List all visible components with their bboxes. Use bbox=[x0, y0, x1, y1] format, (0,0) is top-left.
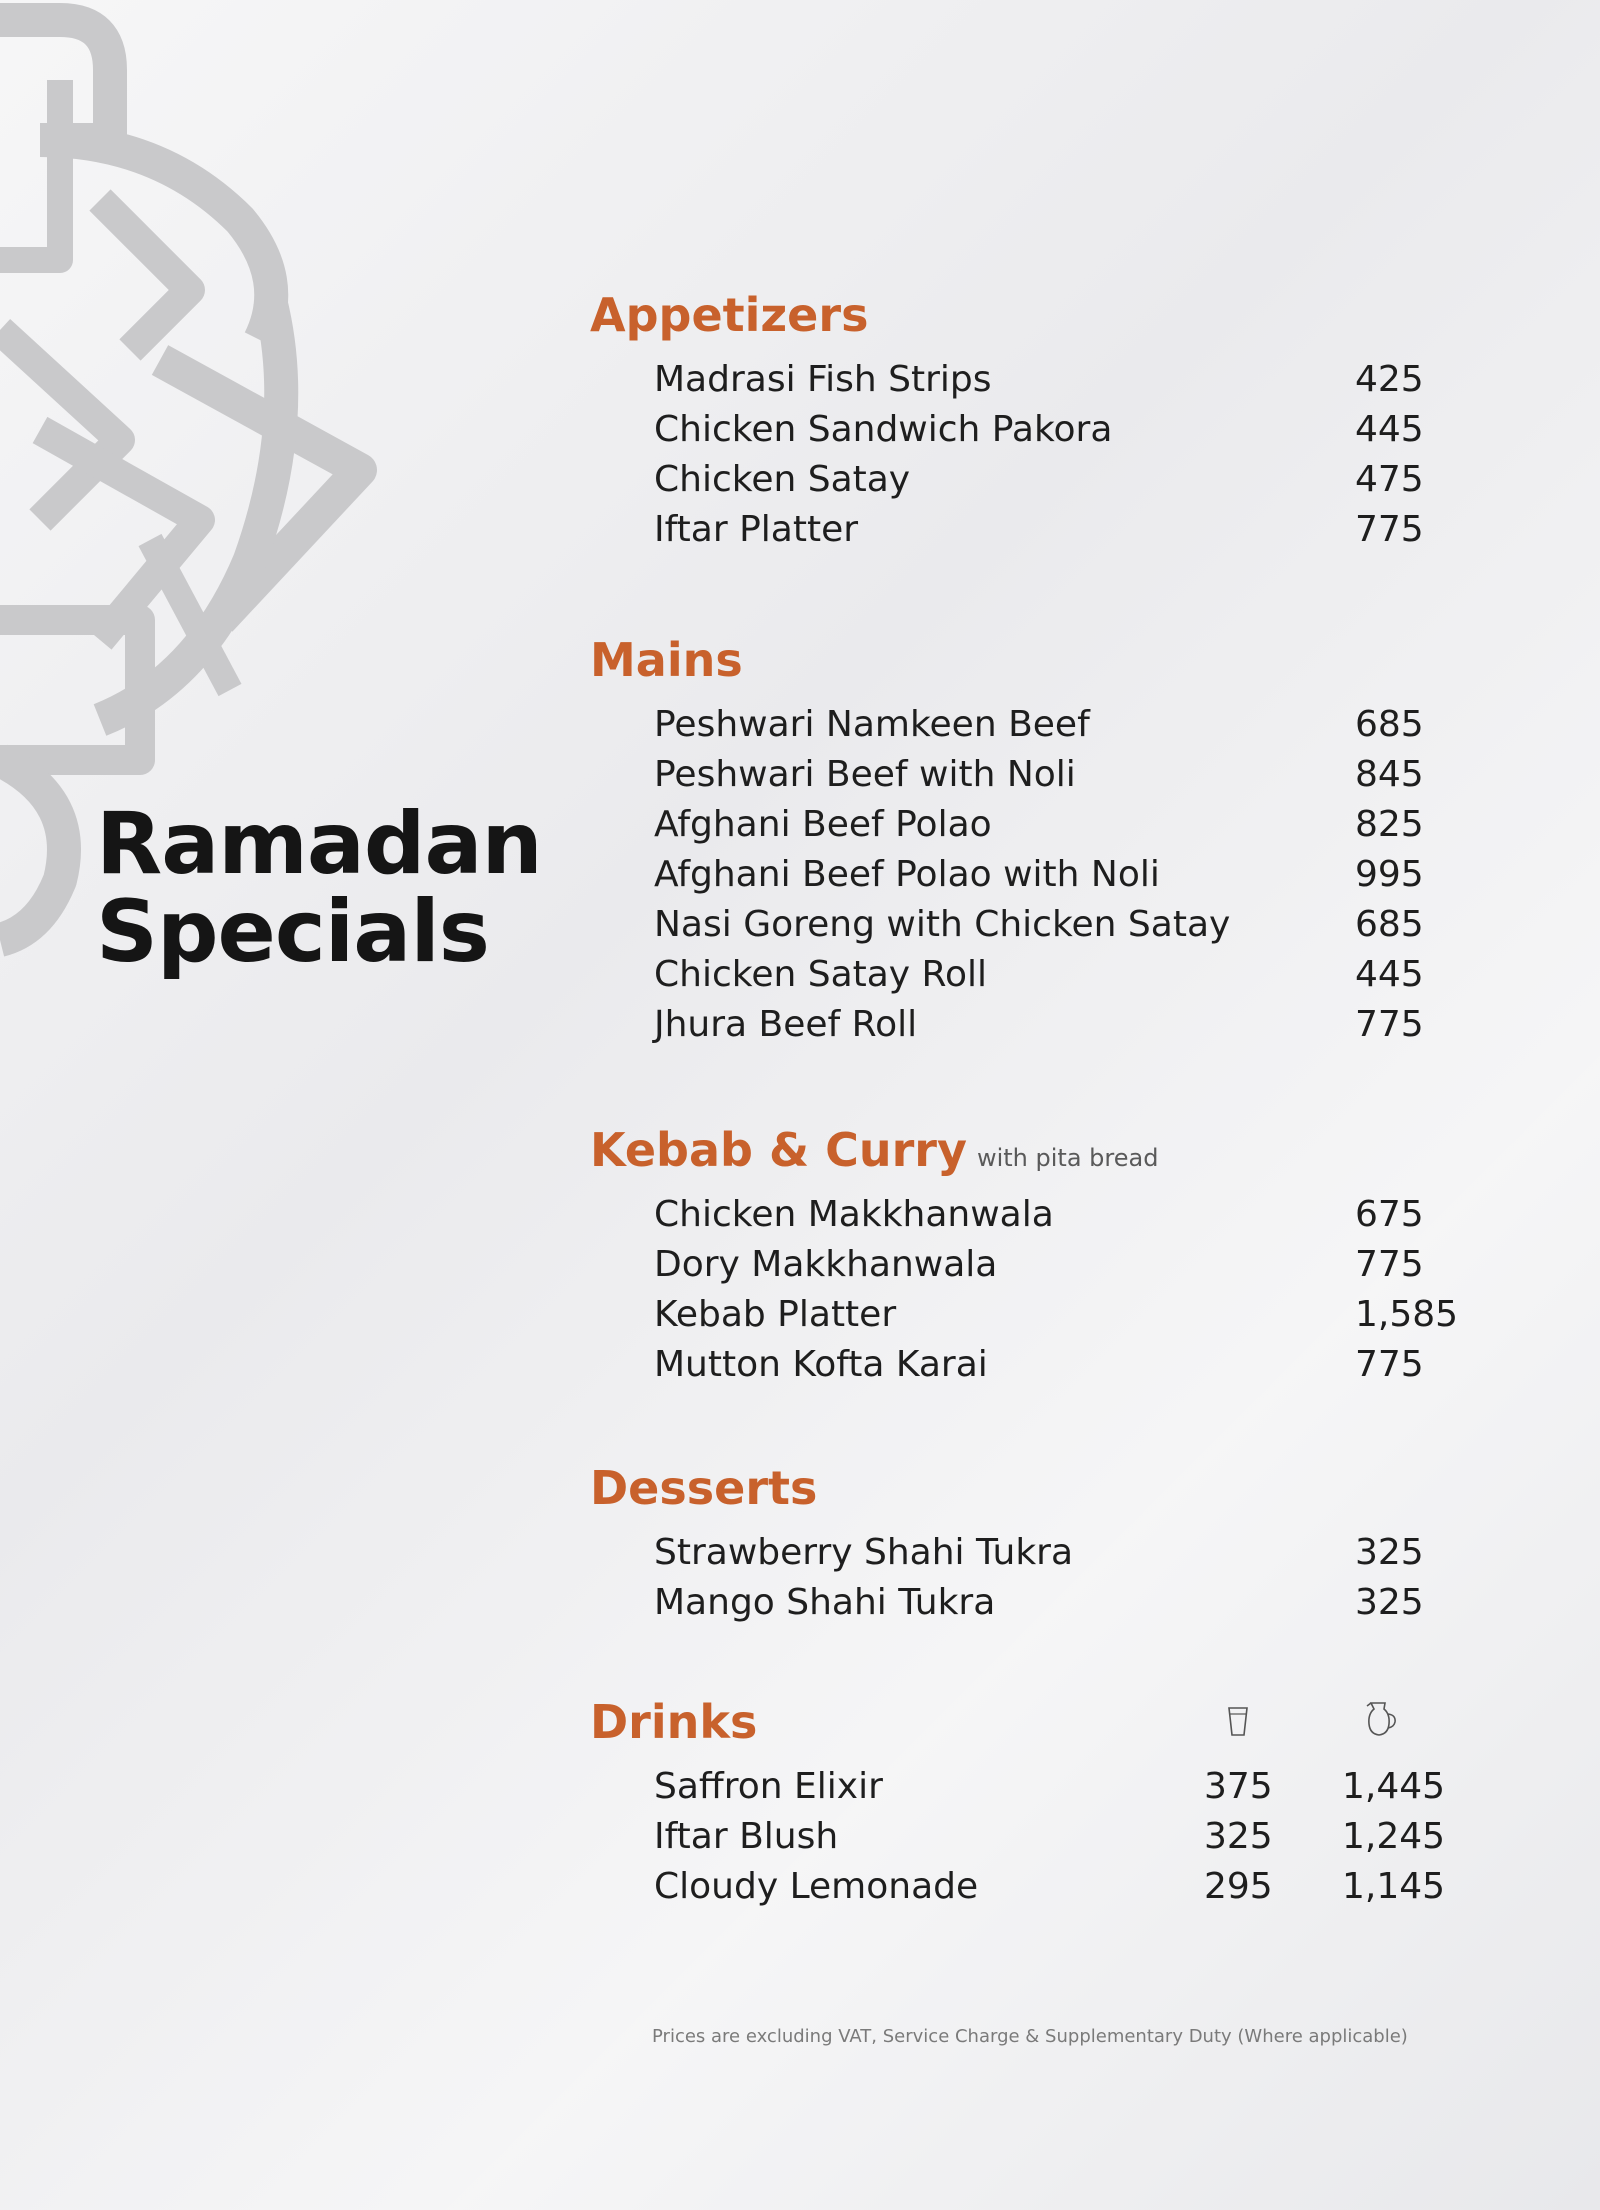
section-heading: Appetizers bbox=[590, 288, 869, 342]
item-name: Nasi Goreng with Chicken Satay bbox=[654, 904, 1231, 945]
item-price-jug: 1,445 bbox=[1342, 1766, 1446, 1807]
item-price-glass: 295 bbox=[1204, 1866, 1273, 1907]
menu-item bbox=[590, 355, 1490, 405]
section-drinks bbox=[590, 1694, 1490, 1912]
item-name: Afghani Beef Polao bbox=[654, 804, 992, 845]
item-name: Dory Makkhanwala bbox=[654, 1244, 998, 1285]
menu-item bbox=[590, 1812, 1490, 1862]
section-mains bbox=[590, 632, 1490, 1050]
menu-item bbox=[590, 1862, 1490, 1912]
menu-item bbox=[590, 850, 1490, 900]
menu-item bbox=[590, 455, 1490, 505]
item-price: 325 bbox=[1355, 1532, 1424, 1573]
item-name: Cloudy Lemonade bbox=[654, 1866, 979, 1907]
item-name: Iftar Blush bbox=[654, 1816, 839, 1857]
menu-item bbox=[590, 950, 1490, 1000]
menu-item bbox=[590, 1000, 1490, 1050]
item-price: 775 bbox=[1355, 509, 1424, 550]
item-price-jug: 1,145 bbox=[1342, 1866, 1446, 1907]
item-price: 825 bbox=[1355, 804, 1424, 845]
menu-item bbox=[590, 1190, 1490, 1240]
section-heading: Mains bbox=[590, 633, 743, 687]
item-price: 1,585 bbox=[1355, 1294, 1459, 1335]
item-price: 995 bbox=[1355, 854, 1424, 895]
item-price-glass: 375 bbox=[1204, 1766, 1273, 1807]
item-price: 475 bbox=[1355, 459, 1424, 500]
item-name: Madrasi Fish Strips bbox=[654, 359, 992, 400]
item-name: Jhura Beef Roll bbox=[654, 1004, 918, 1045]
menu-item bbox=[590, 505, 1490, 555]
section-note: with pita bread bbox=[976, 1144, 1159, 1172]
glass-icon bbox=[1226, 1704, 1250, 1738]
item-name: Mutton Kofta Karai bbox=[654, 1344, 988, 1385]
section-heading: Desserts bbox=[590, 1461, 818, 1515]
item-name: Chicken Makkhanwala bbox=[654, 1194, 1054, 1235]
item-name: Chicken Satay Roll bbox=[654, 954, 987, 995]
menu-item bbox=[590, 1528, 1490, 1578]
item-name: Kebab Platter bbox=[654, 1294, 897, 1335]
item-price: 685 bbox=[1355, 904, 1424, 945]
menu-item bbox=[590, 1240, 1490, 1290]
footer-note: Prices are excluding VAT, Service Charge & Supplementary Duty (Where applicable) bbox=[652, 2026, 1408, 2047]
item-price: 445 bbox=[1355, 409, 1424, 450]
item-price: 425 bbox=[1355, 359, 1424, 400]
item-name: Chicken Sandwich Pakora bbox=[654, 409, 1113, 450]
item-price: 325 bbox=[1355, 1582, 1424, 1623]
jug-icon bbox=[1364, 1700, 1398, 1738]
menu-item bbox=[590, 800, 1490, 850]
menu-item bbox=[590, 1290, 1490, 1340]
section-appetizers bbox=[590, 287, 1490, 555]
page-title bbox=[96, 794, 542, 982]
item-price: 775 bbox=[1355, 1004, 1424, 1045]
menu-item bbox=[590, 700, 1490, 750]
item-price: 445 bbox=[1355, 954, 1424, 995]
title-line-2: Specials bbox=[96, 882, 489, 982]
section-heading: Drinks bbox=[590, 1695, 758, 1749]
section-heading-text: Kebab & Curry bbox=[590, 1123, 967, 1177]
menu-item bbox=[590, 750, 1490, 800]
title-line-1: Ramadan bbox=[96, 794, 542, 894]
item-price: 775 bbox=[1355, 1244, 1424, 1285]
section-heading bbox=[590, 1122, 1490, 1178]
item-price: 845 bbox=[1355, 754, 1424, 795]
menu-item bbox=[590, 1340, 1490, 1390]
item-name: Afghani Beef Polao with Noli bbox=[654, 854, 1160, 895]
menu-item bbox=[590, 900, 1490, 950]
menu-item bbox=[590, 405, 1490, 455]
menu-item bbox=[590, 1762, 1490, 1812]
item-name: Chicken Satay bbox=[654, 459, 911, 500]
item-price: 775 bbox=[1355, 1344, 1424, 1385]
menu-item bbox=[590, 1578, 1490, 1628]
section-desserts bbox=[590, 1460, 1490, 1628]
item-name: Iftar Platter bbox=[654, 509, 859, 550]
item-price-glass: 325 bbox=[1204, 1816, 1273, 1857]
item-price-jug: 1,245 bbox=[1342, 1816, 1446, 1857]
item-name: Peshwari Beef with Noli bbox=[654, 754, 1076, 795]
item-price: 685 bbox=[1355, 704, 1424, 745]
item-name: Saffron Elixir bbox=[654, 1766, 883, 1807]
item-name: Peshwari Namkeen Beef bbox=[654, 704, 1090, 745]
section-kebab-curry bbox=[590, 1122, 1490, 1390]
item-name: Strawberry Shahi Tukra bbox=[654, 1532, 1074, 1573]
item-name: Mango Shahi Tukra bbox=[654, 1582, 996, 1623]
item-price: 675 bbox=[1355, 1194, 1424, 1235]
